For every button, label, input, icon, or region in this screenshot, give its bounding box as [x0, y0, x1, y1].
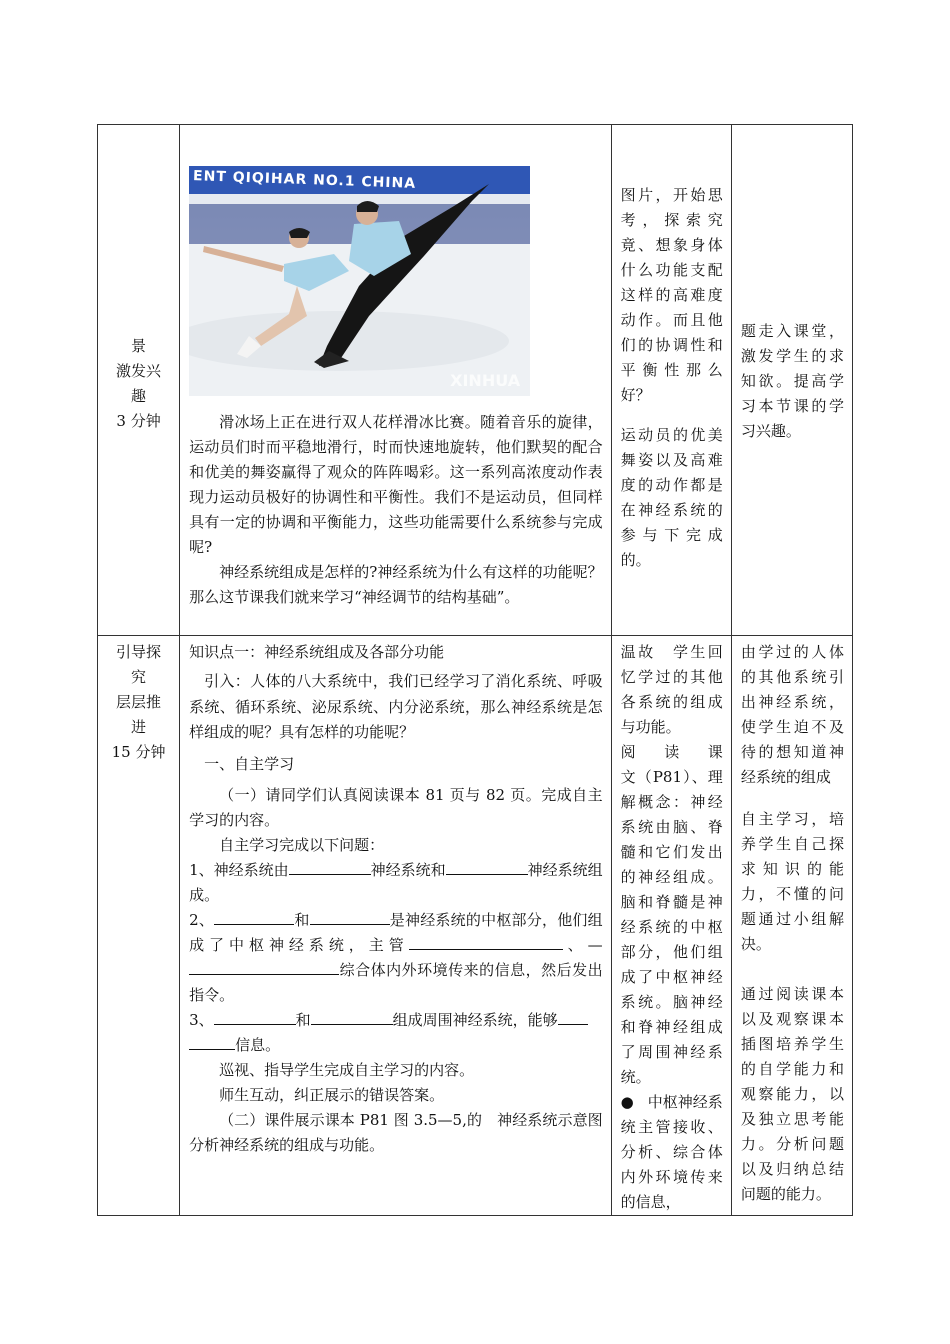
answer-blank[interactable] [189, 1033, 235, 1050]
phase-cell [98, 125, 180, 636]
student-activity-cell [611, 636, 738, 1216]
reading-task: （一）请同学们认真阅读课本 81 页与 82 页。完成自主学习的内容。 [189, 785, 603, 829]
phase-line: 3 分钟 [116, 412, 161, 430]
student-activity-text: 图片，开始思考，探索究竟、想象身体什么功能支配这样的高难度动作。而且他们的协调性和平衡性那么好？ [620, 186, 723, 404]
phase-cell [98, 636, 180, 1216]
knowledge-point-title: 知识点一：神经系统组成及各部分功能 [189, 643, 445, 661]
design-intent-text: 由学过的人体的其他系统引出神经系统，使学生迫不及待的想知道神经系统的组成 [740, 643, 844, 786]
scenario-paragraph: 滑冰场上正在进行双人花样滑冰比赛。随着音乐的旋律，运动员们时而平稳地滑行，时而快速地旋转，他们默契的配合和优美的舞姿赢得了观众的阵阵喝彩。这一系列高浓度动作表现力运动员极好的协调性和平衡性。我们不是运动员，但同样具有一定的协调和平衡能力，这些功能需要什么系统参与完成呢? [189, 413, 603, 556]
teacher-step: 巡视、指导学生完成自主学习的内容。 [219, 1060, 475, 1079]
question-3: 3、 和 组成周围神经系统，能够 信息。 [189, 1008, 603, 1058]
design-intent-text: 自主学习，培养学生自己探求知识的能力，不懂的问题通过小组解决。 [740, 810, 844, 953]
scenario-question-paragraph: 神经系统组成是怎样的?神经系统为什么有这样的功能呢？那么这节课我们就来学习“神经调节的结构基础”。 [189, 563, 603, 606]
student-activity-text: ● 中枢神经系统主管接收、分析、综合体内外环境传来的信息， [620, 1093, 723, 1211]
student-activity-cell [611, 125, 731, 636]
phase-line: 激发兴 [116, 362, 162, 380]
figure-skating-pair-photo [189, 166, 530, 396]
answer-blank[interactable] [446, 858, 528, 875]
phase-line: 究 [131, 668, 147, 686]
design-intent-cell [731, 125, 852, 636]
student-activity-text: 阅 读 课 文（P81）、理解概念：神经系统由脑、脊髓和它们发出的神经组成。脑和脊髓是神经系统的中枢部分，他们组成了中枢神经系统。脑神经和脊神经组成了周围神经系统。 [620, 743, 738, 1086]
bullet-icon: ● [620, 1093, 634, 1111]
section-heading: 一、自主学习 [204, 754, 295, 773]
phase-line: 15 分钟 [111, 743, 166, 761]
teacher-step: （二）课件展示课本 P81 图 3.5—5,的 神经系统示意图分析神经系统的组成与功能。 [189, 1110, 603, 1154]
answer-blank[interactable] [311, 1008, 393, 1025]
answer-blank[interactable] [214, 908, 294, 925]
teacher-step: 师生互动，纠正展示的错误答案。 [219, 1085, 445, 1104]
phase-line: 层层推 [116, 693, 162, 711]
question-2: 2、 和 是神经系统的中枢部分，他们组成了中枢神经系统，主管 、—综合体内外环境传来的信息，然后发出指令。 [189, 908, 603, 1008]
photo-watermark: XINHUA [450, 371, 521, 390]
lesson-plan-table [97, 124, 853, 1216]
student-activity-text: 温故 学生回忆学过的其他各系统的组成与功能。 [620, 643, 723, 736]
teacher-activity-cell [180, 125, 612, 636]
teacher-activity-cell [180, 636, 612, 1216]
phase-line: 引导探 [116, 643, 162, 661]
design-intent-cell [731, 636, 852, 1216]
phase-line: 景 [131, 337, 147, 355]
phase-line: 趣 [131, 387, 147, 405]
question-1: 1、神经系统由 神经系统和 神经系统组成。 [189, 858, 603, 908]
questions-intro: 自主学习完成以下问题： [219, 835, 385, 854]
answer-blank[interactable] [409, 933, 563, 950]
table-row [98, 636, 853, 1216]
phase-line: 进 [131, 718, 147, 736]
design-intent-text: 题走入课堂，激发学生的求知欲。提高学习本节课的学习兴趣。 [740, 322, 844, 440]
student-activity-text: 运动员的优美舞姿以及高难度的动作都是在神经系统的参与下完成的。 [620, 426, 723, 569]
answer-blank[interactable] [310, 908, 390, 925]
photo-banner-text: ENT QIQIHAR NO.1 CHINA [192, 168, 417, 192]
design-intent-text: 通过阅读课本以及观察课本插图培养学生的自学能力和观察能力，以及独立思考能力。分析问题以及归纳总结问题的能力。 [740, 985, 844, 1203]
answer-blank[interactable] [189, 958, 339, 975]
table-row [98, 125, 853, 636]
intro-paragraph: 引入：人体的八大系统中，我们已经学习了消化系统、呼吸系统、循环系统、泌尿系统、内分泌系统，那么神经系统是怎样组成的呢？具有怎样的功能呢？ [189, 672, 603, 741]
answer-blank[interactable] [289, 858, 371, 875]
answer-blank[interactable] [214, 1008, 296, 1025]
answer-blank[interactable] [558, 1008, 588, 1025]
